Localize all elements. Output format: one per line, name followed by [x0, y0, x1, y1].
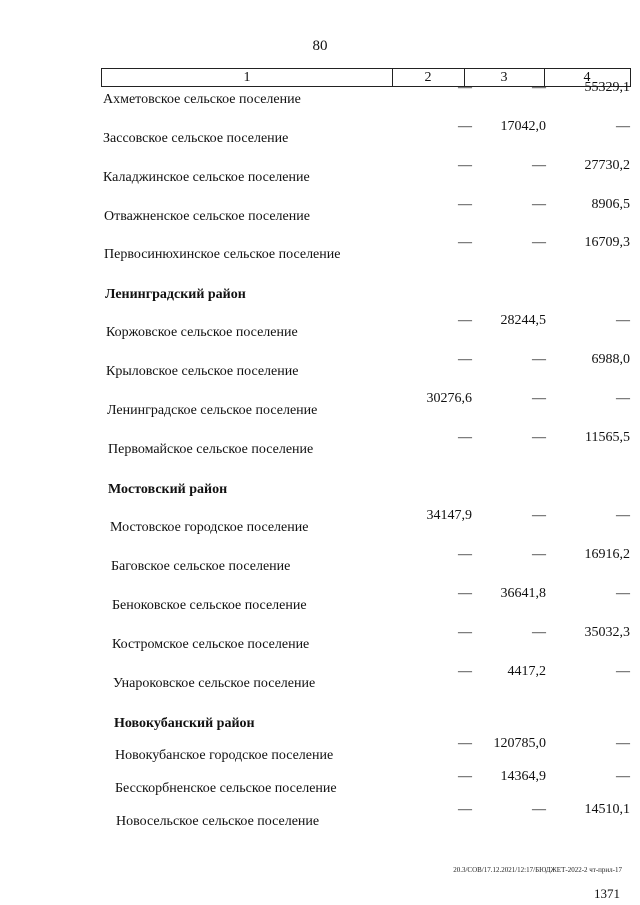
col-4-value: 14510,1 [584, 802, 630, 817]
table-row [106, 313, 630, 345]
col-3-value: — [532, 547, 546, 562]
col-2-value: — [458, 235, 472, 250]
settlement-name: Баговское сельское поселение [111, 559, 291, 574]
section-heading: Новокубанский район [114, 716, 255, 731]
col-4-value: 16709,3 [584, 235, 630, 250]
settlement-name: Каладжинское сельское поселение [103, 170, 310, 185]
col-4-value: 16916,2 [584, 547, 630, 562]
col-3-value: 36641,8 [500, 586, 546, 601]
col-4-value: — [616, 391, 630, 406]
table-row [103, 158, 630, 190]
col-4-value: — [616, 664, 630, 679]
col-2-value: — [458, 197, 472, 212]
col-3-value: — [532, 391, 546, 406]
table-header [101, 68, 631, 87]
col-2-value: — [458, 625, 472, 640]
settlement-name: Ленинградское сельское поселение [107, 403, 318, 418]
settlement-name: Унароковское сельское поселение [113, 676, 316, 691]
header-col-2: 2 [424, 70, 432, 85]
col-3-value: — [532, 352, 546, 367]
col-4-value: 35032,3 [584, 625, 630, 640]
col-4-value: — [616, 119, 630, 134]
col-3-value: — [532, 158, 546, 173]
col-4-value: 11565,5 [585, 430, 630, 445]
settlement-name: Новокубанское городское поселение [115, 748, 334, 763]
col-3-value: 14364,9 [500, 769, 546, 784]
table-row [106, 352, 630, 384]
col-2-value: — [458, 802, 472, 817]
col-4-value: — [616, 736, 630, 751]
col-4-value: 8906,5 [591, 197, 630, 212]
settlement-name: Мостовское городское поселение [110, 520, 309, 535]
settlement-name: Ахметовское сельское поселение [103, 92, 301, 107]
col-3-value: 17042,0 [500, 119, 546, 134]
col-3-value: 4417,2 [507, 664, 546, 679]
col-2-value: 34147,9 [426, 508, 472, 523]
table-row [110, 508, 630, 540]
table-row [112, 625, 630, 657]
col-2-value: — [458, 547, 472, 562]
table-row [104, 235, 630, 267]
col-2-value: — [458, 736, 472, 751]
col-4-value: — [616, 508, 630, 523]
col-3-value: — [532, 430, 546, 445]
col-3-value: 28244,5 [500, 313, 546, 328]
table-row [116, 802, 630, 834]
table-row [115, 736, 630, 768]
settlement-name: Отважненское сельское поселение [104, 209, 310, 224]
header-col-4: 4 [583, 70, 591, 85]
table-row [111, 547, 630, 579]
header-col-3: 3 [500, 70, 508, 85]
table-row [103, 80, 630, 112]
settlement-name: Зассовское сельское поселение [103, 131, 289, 146]
table-row [115, 769, 630, 801]
settlement-name: Крыловское сельское поселение [106, 364, 299, 379]
sheet-number: 1371 [594, 886, 620, 901]
table-row [113, 664, 630, 696]
col-2-value: — [458, 769, 472, 784]
col-3-value: — [532, 197, 546, 212]
col-2-value: — [458, 158, 472, 173]
col-3-value: 120785,0 [493, 736, 546, 751]
settlement-name: Бесскорбненское сельское поселение [115, 781, 337, 796]
col-2-value: — [458, 586, 472, 601]
table-row [104, 197, 630, 229]
col-3-value: — [532, 80, 546, 95]
col-4-value: 27730,2 [584, 158, 630, 173]
settlement-name: Первосинюхинское сельское поселение [104, 247, 341, 262]
col-3-value: — [532, 508, 546, 523]
col-4-value: — [616, 769, 630, 784]
col-2-value: — [458, 664, 472, 679]
table-row [108, 430, 630, 462]
col-2-value: — [458, 119, 472, 134]
settlement-name: Беноковское сельское поселение [112, 598, 307, 613]
col-4-value: 55329,1 [584, 80, 630, 95]
settlement-name: Первомайское сельское поселение [108, 442, 314, 457]
section-heading: Мостовский район [108, 482, 228, 497]
settlement-name: Коржовское сельское поселение [106, 325, 298, 340]
table-row [103, 119, 630, 151]
col-2-value: 30276,6 [426, 391, 472, 406]
col-2-value: — [458, 313, 472, 328]
col-4-value: — [616, 586, 630, 601]
col-2-value: — [458, 80, 472, 95]
col-2-value: — [458, 352, 472, 367]
settlement-name: Новосельское сельское поселение [116, 814, 320, 829]
table-row [107, 391, 630, 423]
col-3-value: — [532, 802, 546, 817]
col-3-value: — [532, 625, 546, 640]
col-4-value: 6988,0 [591, 352, 630, 367]
header-col-1: 1 [243, 70, 251, 85]
section-heading: Ленинградский район [105, 287, 246, 302]
page-number: 80 [312, 38, 328, 54]
settlement-name: Костромское сельское поселение [112, 637, 310, 652]
table-row [112, 586, 630, 618]
col-3-value: — [532, 235, 546, 250]
col-2-value: — [458, 430, 472, 445]
document-footer-code: 20.3/СОВ/17.12.2021/12:17/БЮДЖЕТ-2022-2 чт-прил-17 [453, 866, 622, 874]
col-4-value: — [616, 313, 630, 328]
